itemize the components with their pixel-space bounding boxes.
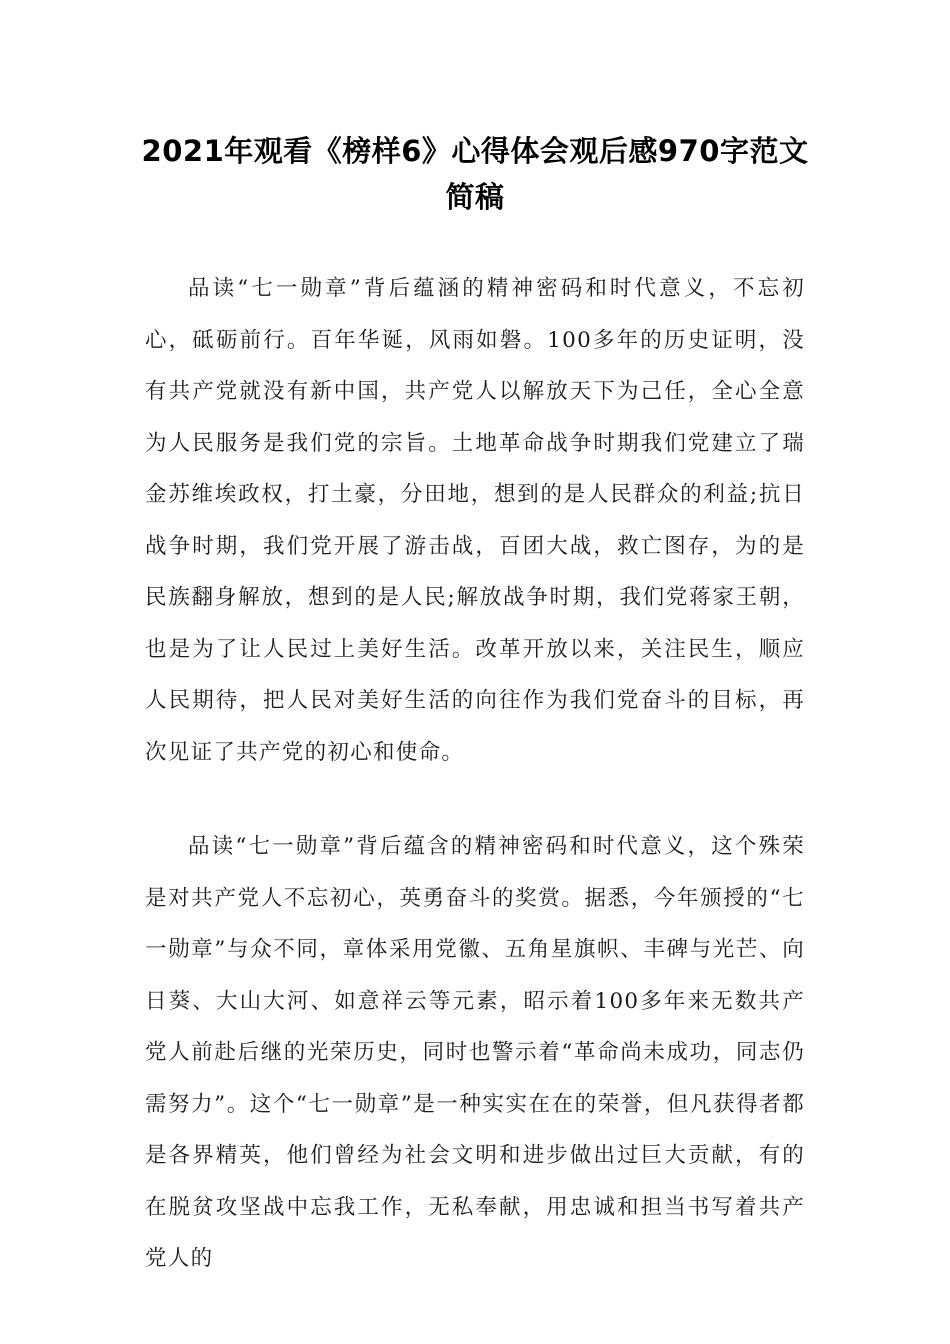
document-title: 2021年观看《榜样6》心得体会观后感970字范文简稿 (141, 134, 809, 214)
body-paragraph: 品读“七一勋章”背后蕴涵的精神密码和时代意义，不忘初心，砥砺前行。百年华诞，风雨如磐。100多年的历史证明，没有共产党就没有新中国，共产党人以解放天下为己任，全心全意为人民服务是我们党的宗旨。土地革命战争时期我们党建立了瑞金苏维埃政权，打土豪，分田地，想到的是人民群众的利益;抗日战争时期，我们党开展了游击战，百团大战，救亡图存，为的是民族翻身解放，想到的是人民;解放战争时期，我们党蒋家王朝，也是为了让人民过上美好生活。改革开放以来，关注民生，顺应人民期待，把人民对美好生活的向往作为我们党奋斗的目标，再次见证了共产党的初心和使命。 (145, 276, 805, 765)
body-paragraph: 品读“七一勋章”背后蕴含的精神密码和时代意义，这个殊荣是对共产党人不忘初心，英勇奋斗的奖赏。据悉，今年颁授的“七一勋章”与众不同，章体采用党徽、五角星旗帜、丰碑与光芒、向日葵、大山大河、如意祥云等元素，昭示着100多年来无数共产党人前赴后继的光荣历史，同时也警示着“革命尚未成功，同志仍需努力”。这个“七一勋章”是一种实实在在的荣誉，但凡获得者都是各界精英，他们曾经为社会文明和进步做出过巨大贡献，有的在脱贫攻坚战中忘我工作，无私奉献，用忠诚和担当书写着共产党人的 (145, 834, 805, 1271)
